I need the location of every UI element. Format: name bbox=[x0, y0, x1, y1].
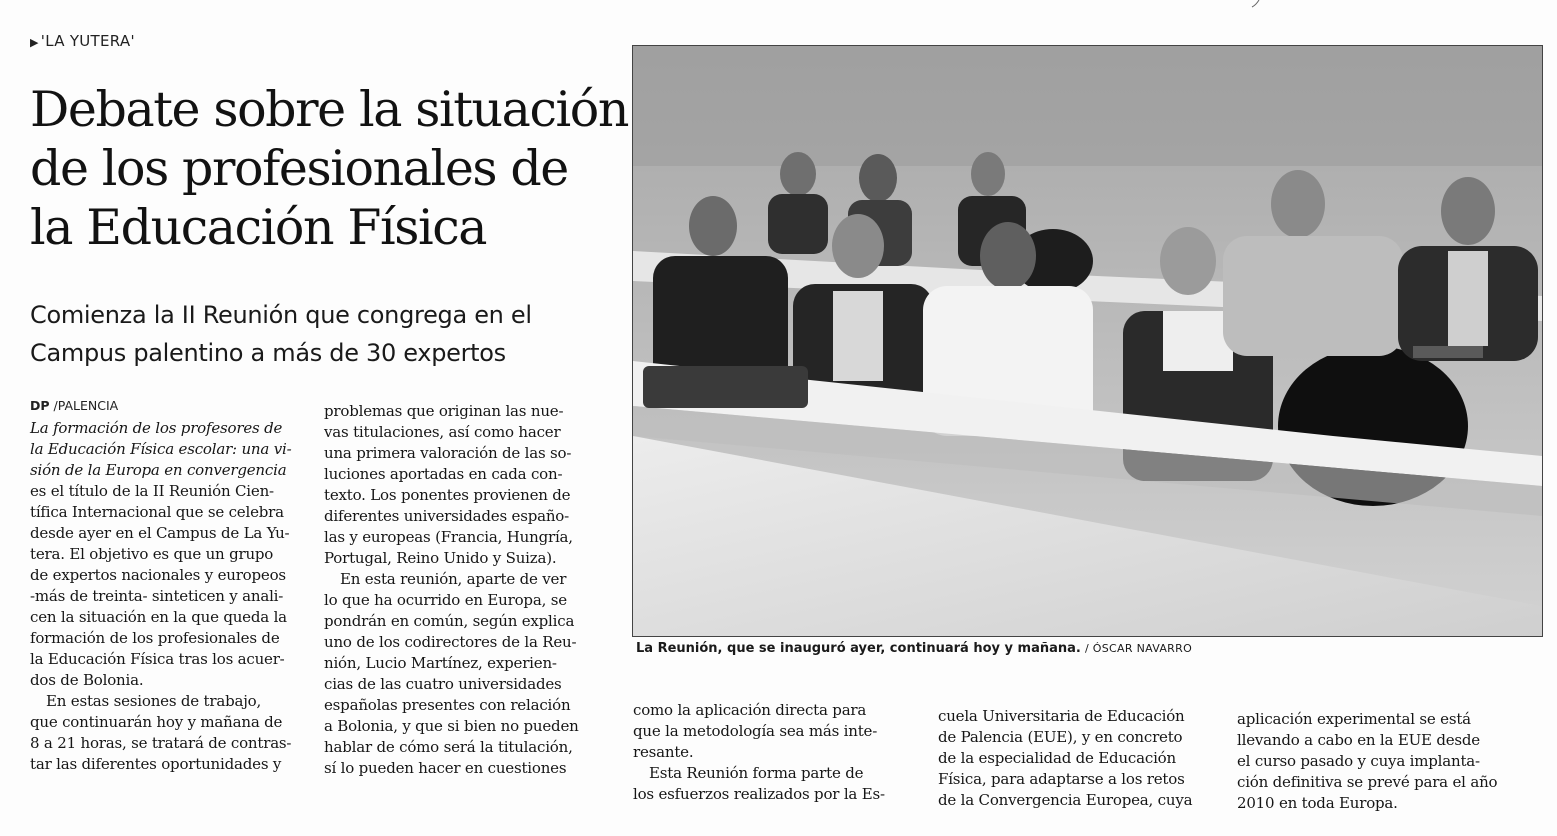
article-line: En esta reunión, aparte de ver bbox=[340, 570, 567, 588]
article-line: la Educación Física escolar: una vi- bbox=[30, 440, 292, 458]
article-line: españolas presentes con relación bbox=[324, 696, 571, 714]
article-line: los esfuerzos realizados por la Es- bbox=[633, 785, 885, 803]
article-line: formación de los profesionales de bbox=[30, 629, 280, 647]
article-line: vas titulaciones, así como hacer bbox=[324, 423, 561, 441]
article-column-2 bbox=[324, 401, 614, 779]
headline-line: Debate sobre la situación bbox=[30, 81, 629, 138]
article-line: la Educación Física tras los acuer- bbox=[30, 650, 285, 668]
article-column-4 bbox=[938, 706, 1223, 811]
article-line: aplicación experimental se está bbox=[1237, 710, 1471, 728]
article-line: que la metodología sea más inte- bbox=[633, 722, 878, 740]
article-line: 2010 en toda Europa. bbox=[1237, 794, 1398, 812]
subheadline bbox=[30, 296, 630, 372]
article-line: las y europeas (Francia, Hungría, bbox=[324, 528, 573, 546]
article-line: ción definitiva se prevé para el año bbox=[1237, 773, 1498, 791]
article-line: 8 a 21 horas, se tratará de contras- bbox=[30, 734, 292, 752]
headline-line: de los profesionales de bbox=[30, 140, 568, 197]
article-line: sí lo pueden hacer en cuestiones bbox=[324, 759, 567, 777]
subheadline-line: Comienza la II Reunión que congrega en el bbox=[30, 301, 532, 329]
article-line: uno de los codirectores de la Reu- bbox=[324, 633, 577, 651]
article-line: nión, Lucio Martínez, experien- bbox=[324, 654, 557, 672]
article-line: pondrán en común, según explica bbox=[324, 612, 575, 630]
article-line: sión de la Europa en convergencia bbox=[30, 461, 287, 479]
article-line: tífica Internacional que se celebra bbox=[30, 503, 284, 521]
article-line: desde ayer en el Campus de La Yu- bbox=[30, 524, 290, 542]
article-line: como la aplicación directa para bbox=[633, 701, 867, 719]
photo-illustration bbox=[633, 46, 1542, 636]
article-line: Portugal, Reino Unido y Suiza). bbox=[324, 549, 557, 567]
article-line: diferentes universidades españo- bbox=[324, 507, 570, 525]
article-line: el curso pasado y cuya implanta- bbox=[1237, 752, 1480, 770]
section-label: 'LA YUTERA' bbox=[40, 32, 135, 50]
article-line: resante. bbox=[633, 743, 694, 761]
article-line: de expertos nacionales y europeos bbox=[30, 566, 286, 584]
article-column-3 bbox=[633, 700, 918, 805]
article-line: de la especialidad de Educación bbox=[938, 749, 1176, 767]
article-line: llevando a cabo en la EUE desde bbox=[1237, 731, 1480, 749]
section-tag bbox=[30, 32, 135, 50]
article-line: tera. El objetivo es que un grupo bbox=[30, 545, 274, 563]
article-column-1 bbox=[30, 418, 305, 775]
article-line: cen la situación en la que queda la bbox=[30, 608, 287, 626]
article-line: problemas que originan las nue- bbox=[324, 402, 564, 420]
article-line: -más de treinta- sinteticen y anali- bbox=[30, 587, 284, 605]
article-line: tar las diferentes oportunidades y bbox=[30, 755, 282, 773]
article-line: La formación de los profesores de bbox=[30, 419, 283, 437]
article-line: dos de Bolonia. bbox=[30, 671, 144, 689]
photo-credit: / ÓSCAR NAVARRO bbox=[1085, 642, 1193, 655]
article-line: que continuarán hoy y mañana de bbox=[30, 713, 283, 731]
byline-place: /PALENCIA bbox=[53, 398, 119, 413]
article-line: En estas sesiones de trabajo, bbox=[46, 692, 262, 710]
caption-text: La Reunión, que se inauguró ayer, continuará hoy y mañana. bbox=[636, 641, 1081, 656]
article-line: es el título de la II Reunión Cien- bbox=[30, 482, 274, 500]
scan-mark bbox=[1250, 0, 1262, 8]
article-line: de la Convergencia Europea, cuya bbox=[938, 791, 1193, 809]
article-line: una primera valoración de las so- bbox=[324, 444, 572, 462]
article-line: cuela Universitaria de Educación bbox=[938, 707, 1185, 725]
article-line: Física, para adaptarse a los retos bbox=[938, 770, 1185, 788]
article-line: de Palencia (EUE), y en concreto bbox=[938, 728, 1183, 746]
news-photo bbox=[632, 45, 1543, 637]
photo-caption bbox=[636, 641, 1192, 656]
headline-line: la Educación Física bbox=[30, 199, 487, 256]
article-line: luciones aportadas en cada con- bbox=[324, 465, 563, 483]
article-line: texto. Los ponentes provienen de bbox=[324, 486, 571, 504]
article-line: cias de las cuatro universidades bbox=[324, 675, 562, 693]
byline bbox=[30, 398, 118, 413]
article-line: Esta Reunión forma parte de bbox=[649, 764, 864, 782]
article-line: lo que ha ocurrido en Europa, se bbox=[324, 591, 567, 609]
byline-agency: DP bbox=[30, 398, 50, 413]
section-arrow-icon: ▶ bbox=[30, 36, 39, 49]
article-column-5 bbox=[1237, 709, 1527, 814]
article-line: hablar de cómo será la titulación, bbox=[324, 738, 573, 756]
article-line: a Bolonia, y que si bien no pueden bbox=[324, 717, 579, 735]
headline bbox=[30, 80, 630, 257]
subheadline-line: Campus palentino a más de 30 expertos bbox=[30, 339, 506, 367]
